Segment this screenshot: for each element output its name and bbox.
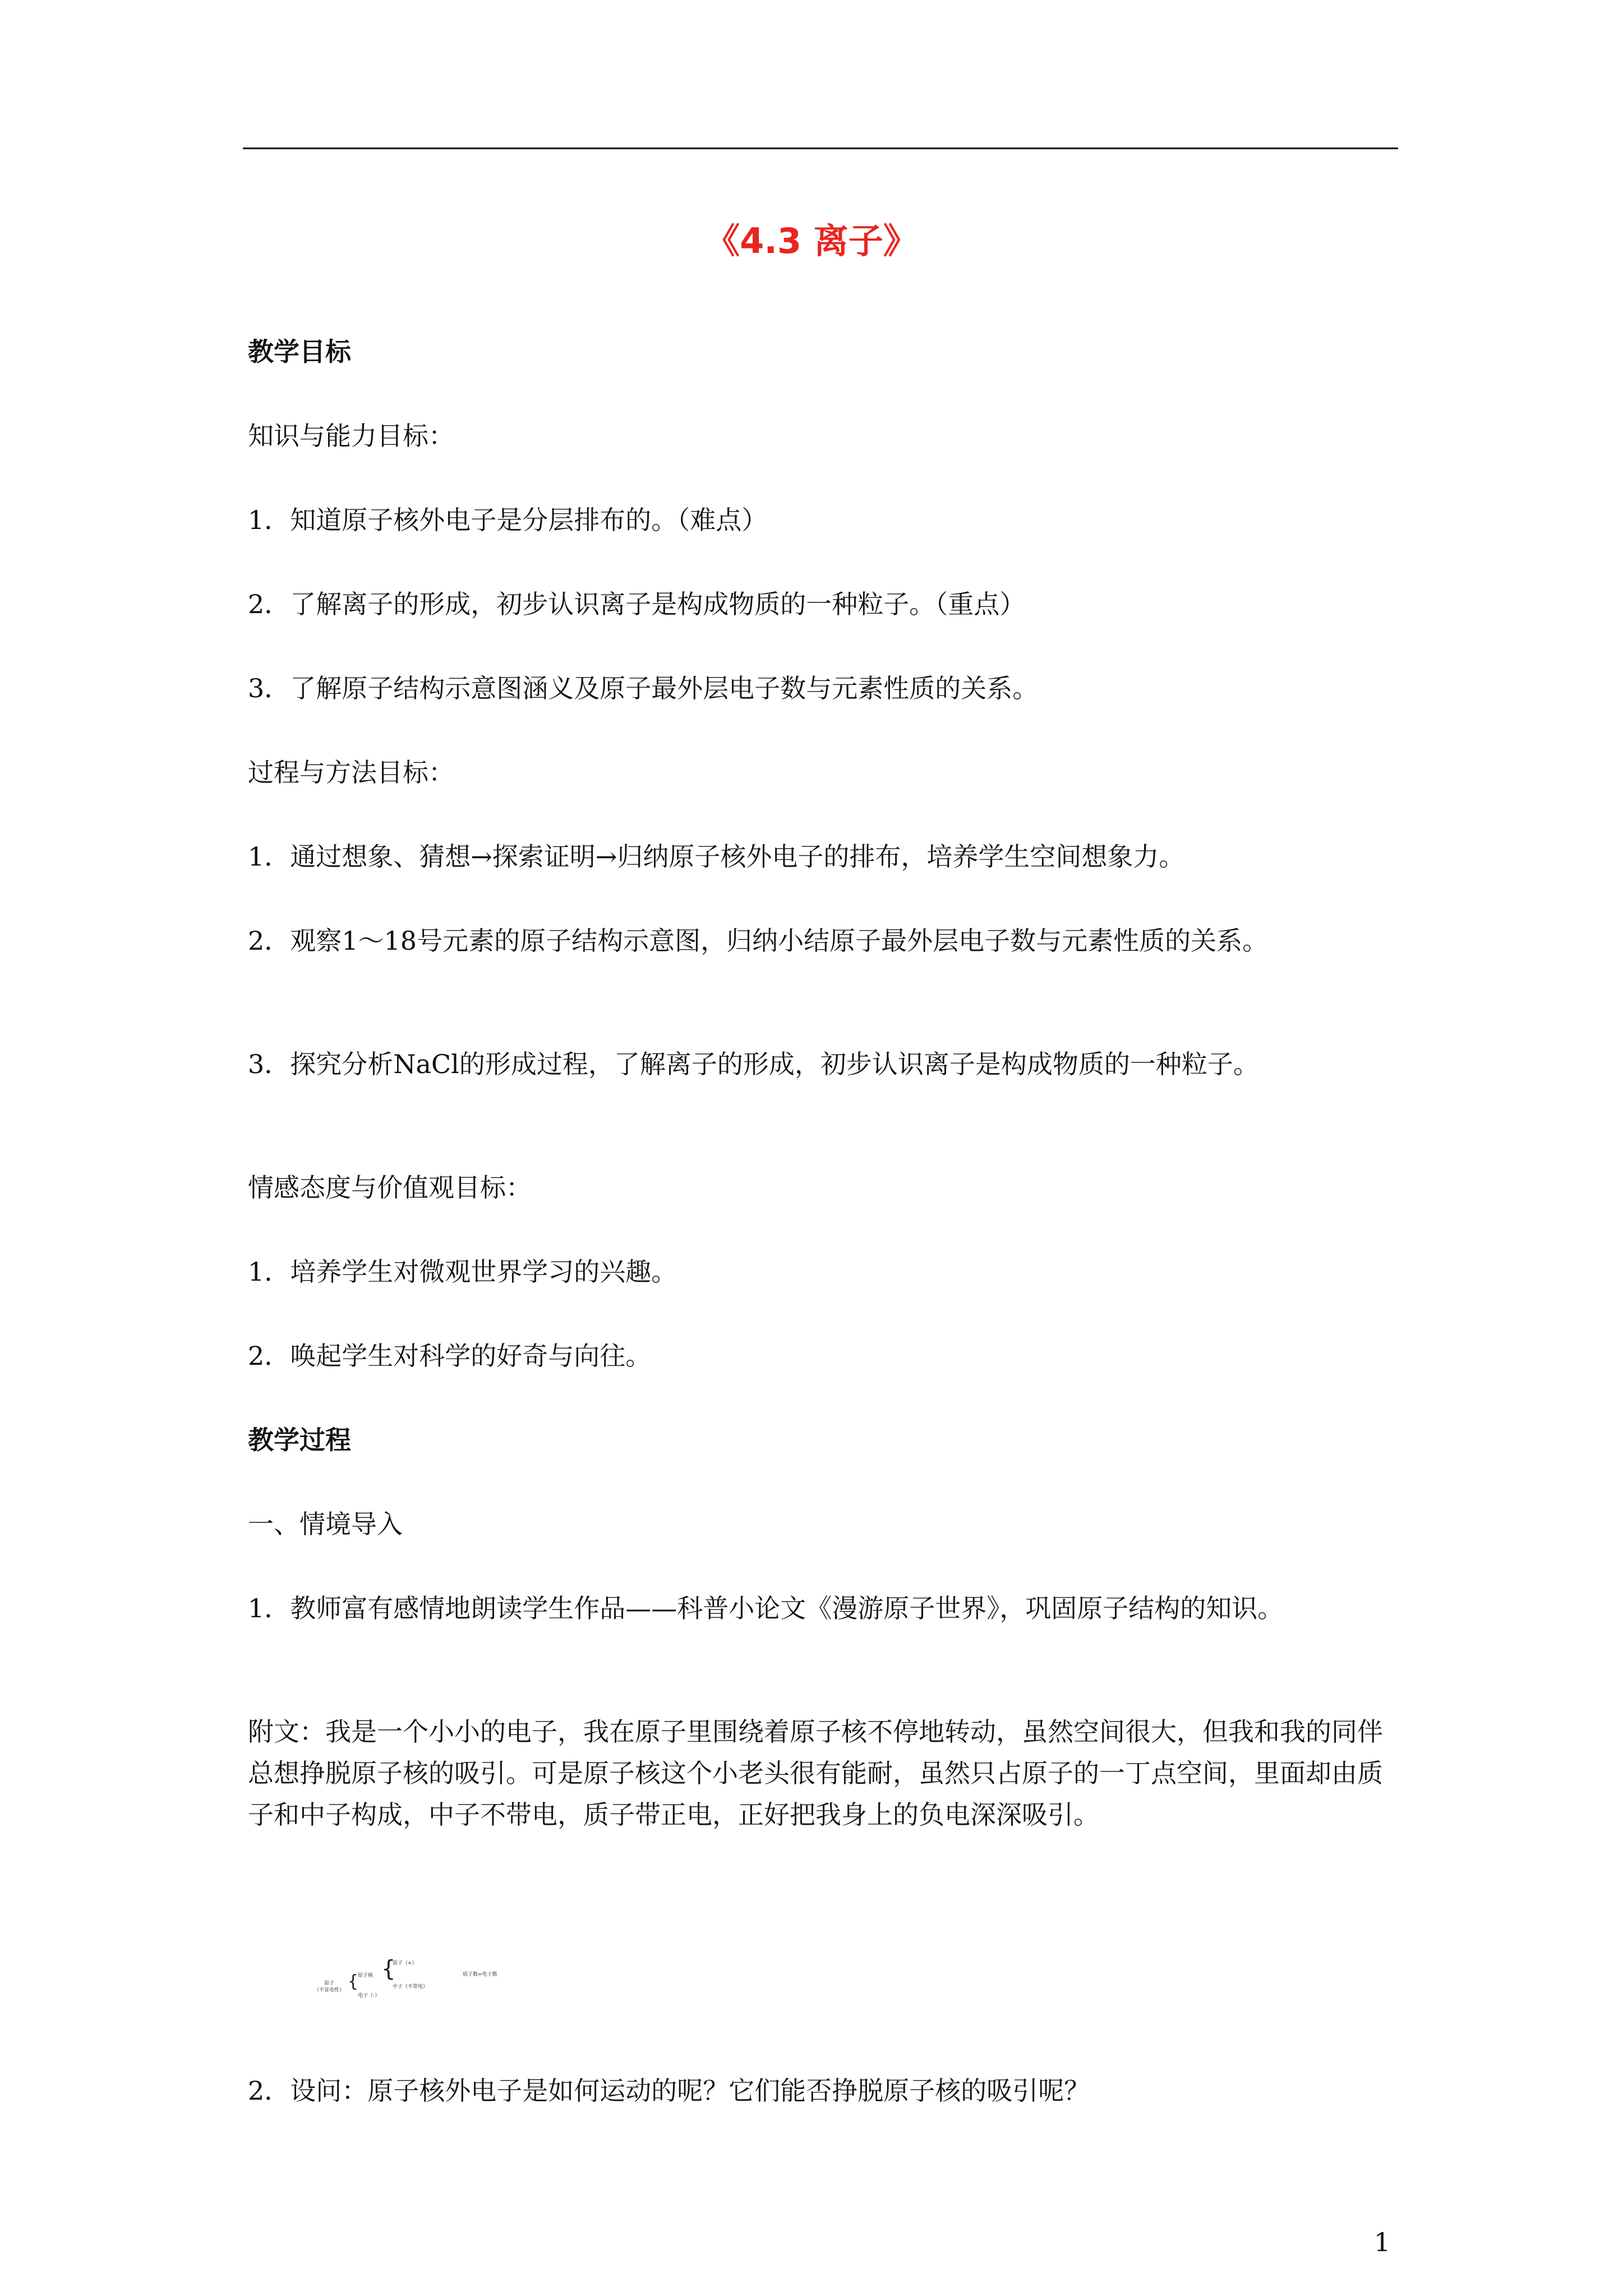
subheading-attitude: 情感态度与价值观目标：	[248, 1172, 532, 1203]
diagram-nucleus-label: 原子核	[358, 1973, 374, 1978]
diagram-atom-note: （不显电性）	[314, 1987, 345, 1993]
header-rule	[243, 148, 1398, 149]
objective-item: 1．知道原子核外电子是分层排布的。（难点）	[248, 505, 768, 535]
brace-icon: {	[348, 1972, 359, 1991]
objective-item: 1．培养学生对微观世界学习的兴趣。	[248, 1257, 677, 1287]
process-item: 2．设问：原子核外电子是如何运动的呢？它们能否挣脱原子核的吸引呢？	[248, 2076, 1090, 2106]
appendix-paragraph: 附文：我是一个小小的电子，我在原子里围绕着原子核不停地转动，虽然空间很大，但我和我的同伴总想挣脱原子核的吸引。可是原子核这个小老头很有能耐，虽然只占原子的一丁点空间，里面却由质子和中子构成，中子不带电，质子带正电，正好把我身上的负电深深吸引。	[248, 1717, 1383, 1830]
diagram-relation-label: 质子数=电子数	[463, 1972, 497, 1977]
subheading-process: 过程与方法目标：	[248, 757, 454, 788]
page-number: 1	[1374, 2227, 1391, 2257]
subsection-heading: 一、情境导入	[248, 1509, 403, 1539]
document-title: 《4.3 离子》	[705, 220, 918, 261]
section-heading-process: 教学过程	[248, 1425, 351, 1455]
objective-item: 1．通过想象、猜想→探索证明→归纳原子核外电子的排布，培养学生空间想象力。	[248, 841, 1185, 872]
objective-item: 2．唤起学生对科学的好奇与向往。	[248, 1341, 652, 1371]
objective-item: 2．观察1～18号元素的原子结构示意图，归纳小结原子最外层电子数与元素性质的关系。	[248, 926, 1269, 956]
diagram-neutron-label: 中子（不带电）	[393, 1984, 428, 1990]
process-item: 1．教师富有感情地朗读学生作品——科普小论文《漫游原子世界》，巩固原子结构的知识。	[248, 1593, 1284, 1623]
section-heading-objectives: 教学目标	[248, 337, 351, 367]
objective-item: 3．了解原子结构示意图涵义及原子最外层电子数与元素性质的关系。	[248, 673, 1039, 703]
objective-item: 3．探究分析NaCl的形成过程，了解离子的形成，初步认识离子是构成物质的一种粒子。	[248, 1049, 1259, 1079]
brace-icon: {	[381, 1956, 396, 1982]
diagram-electron-label: 电子（-）	[358, 1993, 380, 1999]
atom-structure-diagram	[314, 1952, 527, 2008]
objective-item: 2．了解离子的形成，初步认识离子是构成物质的一种粒子。（重点）	[248, 589, 1026, 619]
diagram-proton-label: 质子（+）	[393, 1961, 417, 1966]
diagram-atom-label: 原子	[324, 1981, 335, 1986]
subheading-knowledge: 知识与能力目标：	[248, 421, 454, 451]
